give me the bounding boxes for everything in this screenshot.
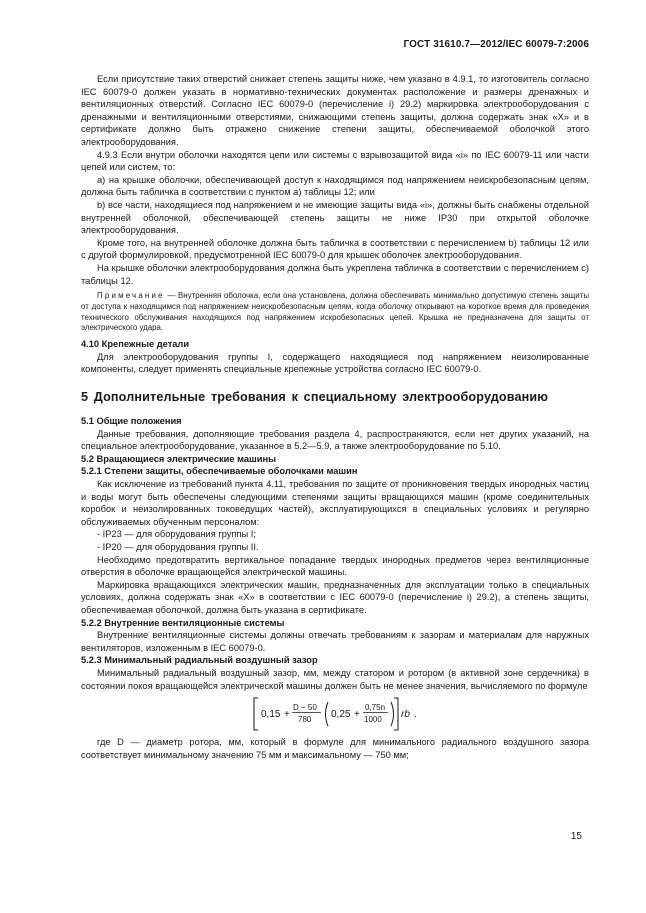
paragraph: Маркировка вращающихся электрических машин, предназначенных для эксплуатации только в специальных условиях, должна содержать знак «Х» в соответствии с IEC 60079-0 (перечисление i) 29.2), а степень защиты, обеспечиваемая оболочкой, должна быть указана в сертификате. [81,579,589,615]
paragraph: Для электрооборудования группы I, содержащего находящиеся под напряжением неизолированные компоненты, следует применять специальные крепежные устройства согласно IEC 60079-0. [81,351,589,375]
subsection-heading: 5.2.2 Внутренние вентиляционные системы [81,617,285,628]
subsection-heading: 5.2.1 Степени защиты, обеспечиваемые оболочками машин [81,466,358,477]
formula-graphic [251,694,501,734]
formula-numerator-1: D − 50 [293,703,317,713]
formula-numerator-2: 0,75n [365,703,386,713]
page-number: 15 [570,831,582,842]
formula-denominator-2: 1000 [364,715,382,725]
list-item: b) все части, находящиеся под напряжением и не имеющие защиты вида «i», должны быть снабжены отдельной внутренней оболочкой, обеспечивающей степень защиты не ниже IP30 при открытой оболочке электрооборудования. [81,199,589,236]
list-item: - IP20 — для оборудования группы II. [97,542,259,552]
section-heading: 5 Дополнительные требования к специальному электрооборудованию [81,390,549,405]
paragraph: Если присутствие таких отверстий снижает степень защиты ниже, чем указано в 4.9.1, то изготовитель согласно IEC 60079-0 должен указать в нормативно-технических документах расположение и размеры дренажных и вентиляционных отверстий. Согласно IEC 60079-0 (перечисление i) 29.2) маркировка электрооборудования с дренажными и вентиляционными отверстиями, снижающими степень защиты, должна содержать знак «Х» и в сертификате должно быть отражено снижение степени защиты, обеспечиваемой оболочкой этого электрооборудования. [81,74,589,147]
paragraph: Данные требования, дополняющие требования раздела 4, распространяются, если нет других указаний, на специальное электрооборудование, указанное в 5.2—5.9, а также электрооборудование по 5.10. [81,428,589,452]
paragraph: Как исключение из требований пункта 4.11, требования по защите от проникновения твердых инородных частиц и воды могут быть обеспечены следующими степенями защиты вращающихся машин (кроме соединительных коробок и неизолированных токоведущих частей), эксплуатирующихся в специальных условиях и регулярно обслуживаемых обученным персоналом: [81,479,589,527]
formula-const-1: 0,15 [261,709,281,721]
subsection-heading: 5.2 Вращающиеся электрические машины [81,453,277,464]
right-bracket [394,698,398,730]
subsection-heading: 5.2.3 Минимальный радиальный воздушный зазор [81,655,318,666]
subsection-heading: 4.10 Крепежные детали [81,339,190,350]
subsection-heading: 5.1 Общие положения [81,416,182,427]
air-gap-formula [81,694,589,734]
right-paren [391,702,394,726]
paragraph: где D — диаметр ротора, мм, который в формуле для минимального радиального воздушного зазора соответствует минимальному значению 75 мм и максимальному — 750 мм; [81,737,589,760]
document-header: ГОСТ 31610.7—2012/IEC 60079-7:2006 [403,39,589,50]
paragraph: Кроме того, на внутренней оболочке должна быть табличка в соответствии с перечислением b) таблицы 12 или с другой формулировкой, предусмотренной IEC 60079-0 для крышек оболочек электрооборудования. [81,237,589,261]
list-item: а) на крышке оболочки, обеспечивающей доступ к находящимся под напряжением неискробезопасным цепям, должна быть табличка в соответствии с пунктом а) таблицы 12; или [81,174,589,198]
paragraph: Внутренние вентиляционные системы должны отвечать требованиям к зазорам и материалам для наружных вентиляторов, изложенным в IEC 60079-0. [81,630,589,653]
formula-tail: rb [401,709,410,721]
formula-plus-1: + [284,709,290,721]
formula-const-2: 0,25 [331,709,351,721]
paragraph: 4.9.3 Если внутри оболочки находятся цепи или системы с взрывозащитой вида «i» по IEC 60079-11 или части цепей или систем, то: [81,149,589,173]
paragraph: Необходимо предотвратить вертикальное попадание твердых инородных предметов через вентиляционные отверстия в оболочке вращающейся электрической машины. [81,554,589,578]
note-text: — Внутренняя оболочка, если она установлена, должна обеспечивать минимально допустимую степень защиты от доступа к находящимся под напряжением неискробезопасным цепям, когда оболочку открывают на короткое время для проведения технического обслуживания находящихся под напряжением искробезопасных цепей. Крышка не предназначена для защиты от электрического удара. [81,291,589,333]
paragraph: На крышке оболочки электрооборудования должна быть укреплена табличка в соответствии с перечислением с) таблицы 12. [81,262,589,286]
left-paren [326,702,329,726]
formula-denominator-1: 780 [298,715,312,725]
paragraph: Минимальный радиальный воздушный зазор, мм, между статором и ротором (в активной зоне сердечника) в состоянии покоя вращающейся электрической машины должен быть не менее значения, вычисляемого по формуле [81,667,589,691]
left-bracket [254,698,258,730]
formula-plus-2: + [354,709,360,721]
note [81,291,589,334]
note-lead: Примечание [97,291,165,301]
formula-end: . [414,709,417,721]
list-item: - IP23 — для оборудования группы I; [97,529,256,540]
page-content [81,73,589,761]
